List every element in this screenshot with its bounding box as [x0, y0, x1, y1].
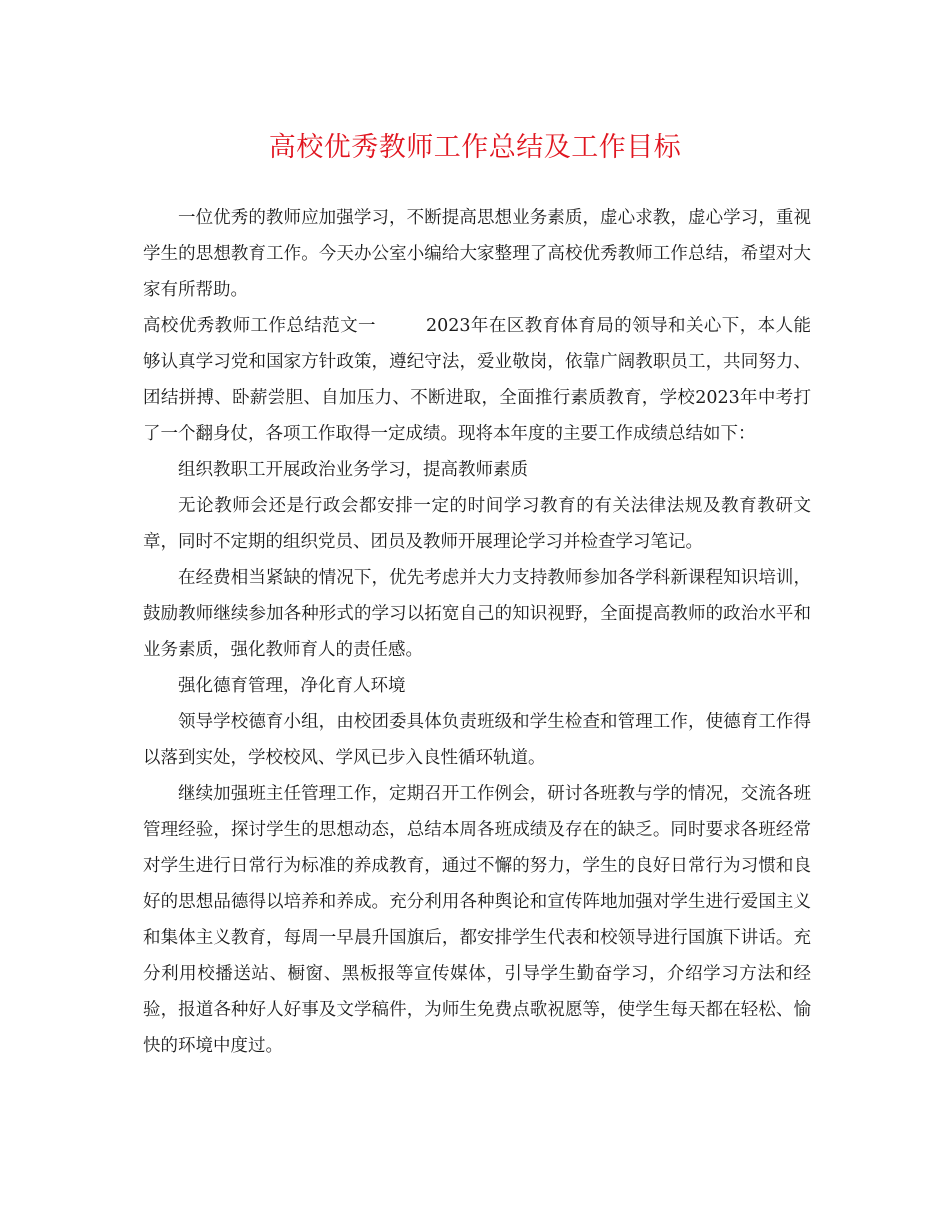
section1-paragraph-2: 在经费相当紧缺的情况下，优先考虑并大力支持教师参加各学科新课程知识培训，鼓励教师继续参加各种形式的学习以拓宽自己的知识视野，全面提高教师的政治水平和业务素质，强化教师育人的责任感。: [143, 568, 811, 660]
sample-heading: 高校优秀教师工作总结范文一: [143, 316, 376, 336]
section2-paragraph-1: 领导学校德育小组，由校团委具体负责班级和学生检查和管理工作，使德育工作得以落到实处，学校校风、学风已步入良性循环轨道。: [143, 712, 811, 768]
sample-opening: 2023年在区教育体育局的领导和关心下，本人能够认真学习党和国家方针政策，遵纪守法，爱业敬岗，依靠广阔教职员工，共同努力、团结拼搏、卧薪尝胆、自加压力、不断进取，全面推行素质教育，学校2023年中考打了一个翻身仗，各项工作取得一定成绩。现将本年度的主要工作成绩总结如下：: [143, 316, 811, 444]
intro-paragraph: 一位优秀的教师应加强学习，不断提高思想业务素质，虚心求教，虚心学习，重视学生的思想教育工作。今天办公室小编给大家整理了高校优秀教师工作总结，希望对大家有所帮助。: [143, 208, 811, 300]
section1-heading: 组织教职工开展政治业务学习，提高教师素质: [178, 460, 528, 480]
section2-heading: 强化德育管理，净化育人环境: [178, 676, 406, 696]
section1-paragraph-1: 无论教师会还是行政会都安排一定的时间学习教育的有关法律法规及教育教研文章，同时不定期的组织党员、团员及教师开展理论学习并检查学习笔记。: [143, 496, 811, 552]
document-title: 高校优秀教师工作总结及工作目标: [268, 132, 682, 163]
sample-paragraph: [143, 308, 811, 452]
section2-paragraph-2: 继续加强班主任管理工作，定期召开工作例会，研讨各班教与学的情况，交流各班管理经验，探讨学生的思想动态，总结本周各班成绩及存在的缺乏。同时要求各班经常对学生进行日常行为标准的养成教育，通过不懈的努力，学生的良好日常行为习惯和良好的思想品德得以培养和养成。充分利用各种舆论和宣传阵地加强对学生进行爱国主义和集体主义教育，每周一早晨升国旗后，都安排学生代表和校领导进行国旗下讲话。充分利用校播送站、橱窗、黑板报等宣传媒体，引导学生勤奋学习，介绍学习方法和经验，报道各种好人好事及文学稿件，为师生免费点歌祝愿等，使学生每天都在轻松、愉快的环境中度过。: [143, 784, 811, 1056]
document-body: [143, 200, 811, 1064]
